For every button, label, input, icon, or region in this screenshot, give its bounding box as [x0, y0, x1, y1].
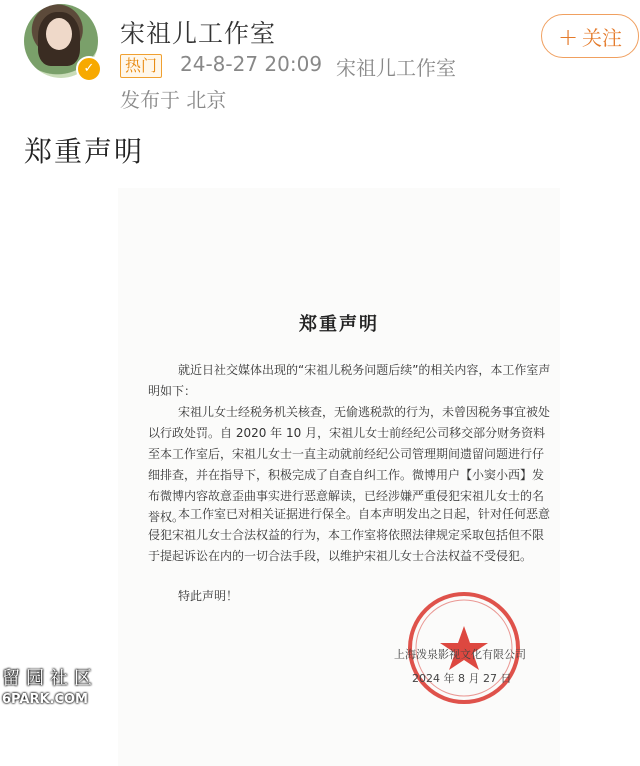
post-source: 宋祖儿工作室: [336, 56, 456, 80]
plus-icon: +: [557, 23, 579, 51]
document-title: 郑重声明: [299, 314, 379, 335]
document-paragraph: 就近日社交媒体出现的“宋祖儿税务问题后续”的相关内容，本工作室声明如下：: [148, 363, 551, 398]
document-paragraph: 宋祖儿女士经税务机关核查，无偷逃税款的行为，未曾因税务事宜被处以行政处罚。自 2020 年 10 月，宋祖儿女士前经纪公司移交部分财务资料至本工作室后，宋祖儿女士一直主动就前经纪公司管理期间遗留问题进行仔细排查，并在指导下，积极完成了自查自纠工作。微博用户【小窦小西】发布微博内容故意歪曲事实进行恶意解读，已经涉嫌严重侵犯宋祖儿女士的名誉权。: [148, 405, 551, 524]
follow-label: 关注: [582, 26, 623, 50]
document-paragraph: 本工作室已对相关证据进行保全。自本声明发出之日起，针对任何恶意侵犯宋祖儿女士合法权益的行为，本工作室将依照法律规定采取包括但不限于提起诉讼在内的一切合法手段，以维护宋祖儿女士合法权益不受侵犯。: [148, 507, 551, 563]
account-name[interactable]: 宋祖儿工作室: [120, 19, 277, 48]
avatar-face: [46, 18, 72, 50]
post-title: 郑重声明: [24, 135, 145, 168]
hot-badge: 热门: [120, 54, 162, 78]
watermark: [2, 664, 112, 707]
watermark-en: 6PARK.COM: [2, 692, 88, 707]
document-paragraph: 特此声明！: [178, 589, 239, 603]
document-date: 2024 年 8 月 27 日: [412, 672, 512, 685]
document-company: 上海泼泉影视文化有限公司: [394, 648, 526, 661]
follow-button[interactable]: [541, 14, 639, 58]
post-time: 24-8-27 20:09: [180, 52, 323, 76]
verified-badge-icon: ✓: [76, 56, 102, 82]
statement-image[interactable]: [118, 188, 560, 766]
watermark-cn: 留园社区: [2, 668, 98, 689]
post-location: 发布于 北京: [120, 88, 227, 112]
